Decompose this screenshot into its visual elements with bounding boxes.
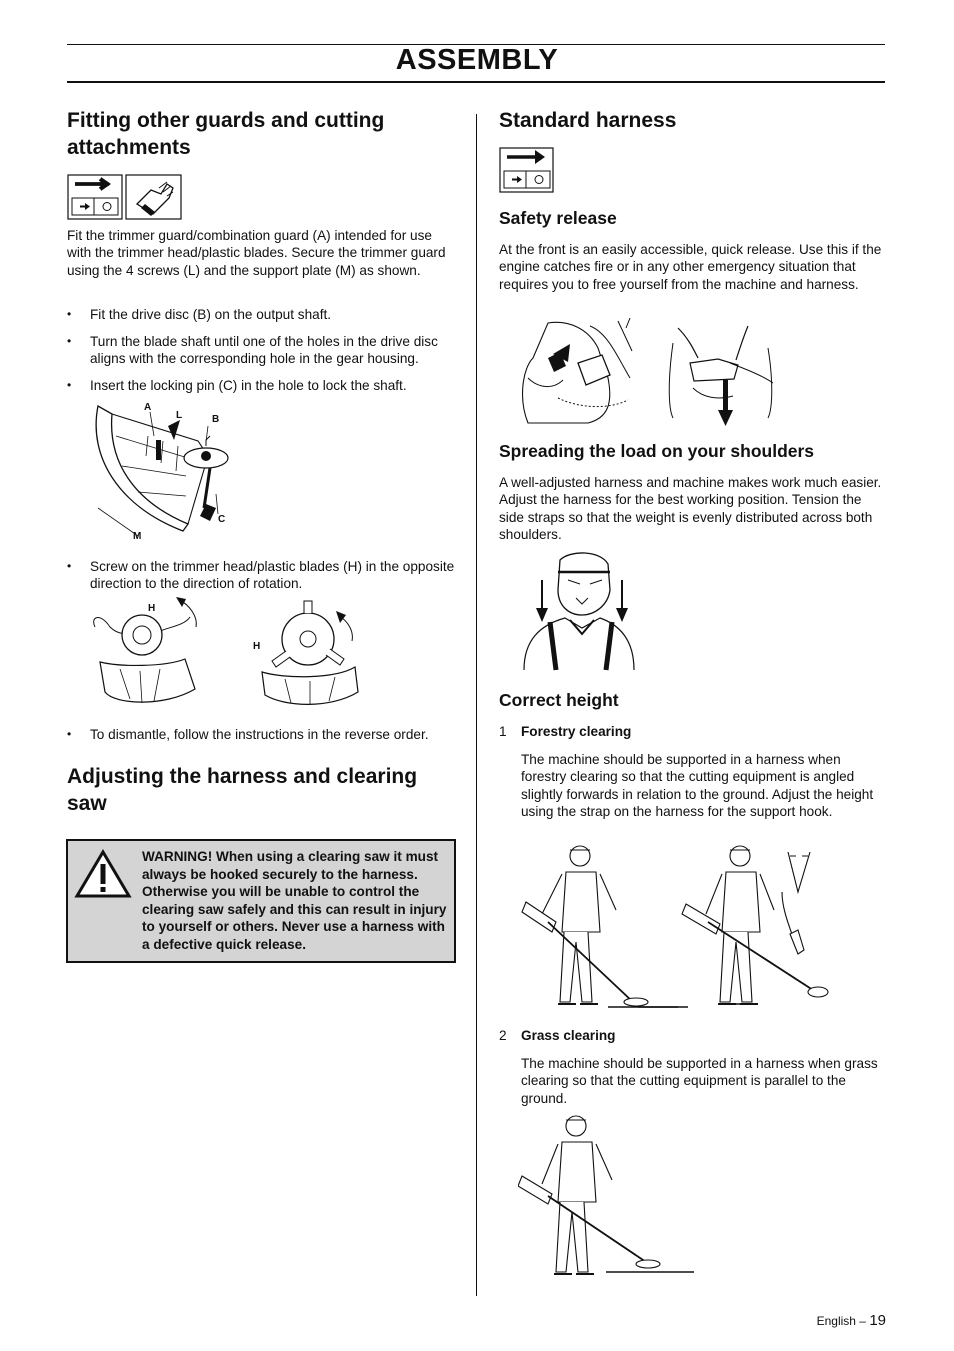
grass-clearing-illustration (518, 1112, 708, 1284)
section-heading-fitting-guards: Fitting other guards and cutting attachments (67, 109, 385, 159)
numbered-item-2 (499, 1027, 889, 1045)
page-title: ASSEMBLY (395, 44, 559, 76)
list-item: • Turn the blade shaft until one of the holes in the drive disc aligns with the corresponding hole in the gear housing. (67, 333, 455, 368)
instruction-icon (499, 147, 555, 193)
instruction-icons (67, 174, 183, 220)
safety-release-text: At the front is an easily accessible, quick release. Use this if the engine catches fire or in any other emergency situation that requires you to free yourself from the machine and harness. (499, 242, 882, 292)
item-title: Forestry clearing (521, 724, 632, 739)
subheading-correct-height: Correct height (499, 690, 619, 710)
list-item: • Insert the locking pin (C) in the hole to lock the shaft. (67, 377, 455, 394)
forestry-clearing-text: The machine should be supported in a harness when forestry clearing so that the cutting equipment is angled slightly forwards in relation to the ground. Adjust the height using the strap on the harness for the support hook. (521, 752, 874, 820)
fig-label-m: M (133, 531, 142, 542)
footer-language: English (816, 1314, 856, 1328)
section-heading-adjusting-harness: Adjusting the harness and clearing saw (67, 765, 418, 815)
page-footer (817, 1312, 886, 1329)
grass-clearing-text: The machine should be supported in a harness when grass clearing so that the cutting equipment is parallel to the ground. (521, 1056, 878, 1106)
header-rule-bottom (67, 81, 885, 83)
footer-separator: – (855, 1314, 870, 1328)
numbered-item-1 (499, 723, 889, 741)
guard-fitting-illustration (88, 396, 248, 546)
trimmer-head-illustration (90, 597, 370, 712)
fig-label-l: L (176, 410, 183, 421)
subheading-safety-release: Safety release (499, 208, 617, 228)
safety-release-illustration (518, 318, 778, 428)
fig-label-a: A (144, 402, 152, 413)
fitting-intro-text: Fit the trimmer guard/combination guard (A) intended for use with the trimmer head/plastic blades. Secure the trimmer guard using the 4 screws (L) and the support plate (M) as shown. (67, 228, 446, 278)
item-number: 2 (499, 1028, 507, 1043)
list-item: • Fit the drive disc (B) on the output shaft. (67, 306, 455, 323)
list-item: • To dismantle, follow the instructions in the reverse order. (67, 726, 475, 743)
forestry-clearing-illustration (518, 842, 838, 1017)
list-item: • Screw on the trimmer head/plastic blades (H) in the opposite direction to the direction of rotation. (67, 558, 455, 593)
shoulder-harness-illustration (520, 550, 640, 672)
subheading-spreading-load: Spreading the load on your shoulders (499, 441, 815, 461)
item-title: Grass clearing (521, 1028, 616, 1043)
column-divider (476, 114, 477, 1296)
warning-box (66, 839, 456, 963)
page-number: 19 (869, 1312, 886, 1329)
section-heading-standard-harness: Standard harness (499, 109, 677, 132)
fig-label-b: B (212, 414, 220, 425)
fig-label-h1: H (148, 603, 156, 614)
spreading-load-text: A well-adjusted harness and machine makes work much easier. Adjust the harness for the best working position. Tension the side straps so that the weight is evenly distributed across both shoulders. (499, 475, 882, 543)
warning-text: WARNING! When using a clearing saw it must always be hooked securely to the harness. Otherwise you will be unable to control the clearing saw safely and this can result in injury to yourself or others. Never use a harness with a defective quick release. (142, 849, 447, 952)
item-number: 1 (499, 724, 507, 739)
fig-label-c: C (218, 514, 226, 525)
warning-triangle-icon (74, 849, 132, 899)
fig-label-h2: H (253, 641, 261, 652)
